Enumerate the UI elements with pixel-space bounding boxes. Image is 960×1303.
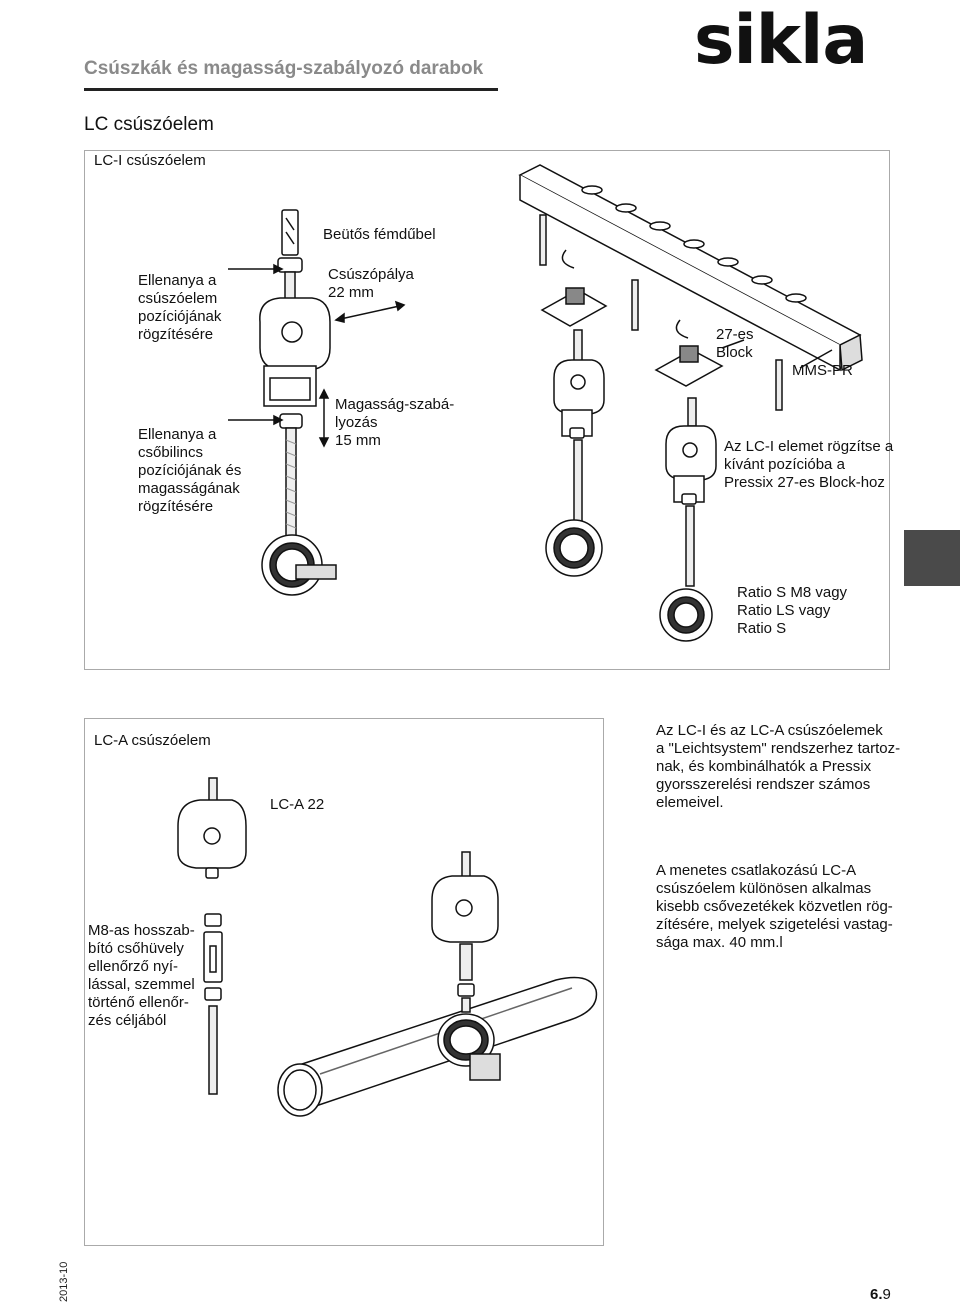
label-rail: MMS-PR xyxy=(792,362,853,379)
lci-box-title: LC-I csúszóelem xyxy=(94,152,206,169)
sikla-logo: sikla xyxy=(694,1,868,80)
label-ratio: Ratio S M8 vagy Ratio LS vagy Ratio S xyxy=(737,584,848,637)
section-title: LC csúszóelem xyxy=(84,114,214,135)
page-number-suffix: 9 xyxy=(882,1286,891,1303)
note-combinable: Az LC-I és az LC-A csúszóelemek a "Leichtsystem" rendszerhez tartoz- nak, és kombinálhatók a Pressix gyorsszerelési rendszer számos elemeivel. xyxy=(656,722,901,811)
label-locknut-slider: Ellenanya a csúszóelem pozíciójának rögzítésére xyxy=(138,272,222,343)
lca-box-title: LC-A csúszóelem xyxy=(94,732,211,749)
label-anchor: Beütős fémdűbel xyxy=(323,226,436,243)
label-track: Csúszópálya 22 mm xyxy=(328,266,414,301)
page-number-prefix: 6. xyxy=(870,1286,883,1303)
footer-date: 2013-10 xyxy=(58,1261,70,1302)
label-sleeve: M8-as hosszab- bító csőhüvely ellenőrző nyí- lással, szemmel történő ellenőr- zés céljából xyxy=(88,922,195,1029)
label-lca22: LC-A 22 xyxy=(270,796,325,813)
label-fix: Az LC-I elemet rögzítse a kívánt pozícióba a Pressix 27-es Block-hoz xyxy=(724,438,894,491)
page-header-title: Csúszkák és magasság-szabályozó darabok xyxy=(84,58,484,79)
label-height-adjust: Magasság-szabá- lyozás 15 mm xyxy=(335,396,455,449)
label-locknut-clamp: Ellenanya a csőbilincs pozíciójának és magasságának rögzítésére xyxy=(138,426,242,515)
label-block: 27-es Block xyxy=(716,326,754,361)
note-threaded-connection: A menetes csatlakozású LC-A csúszóelem különösen alkalmas kisebb csővezetékek közvetlen rög- zítésére, melyek szigetelési vastag- sága max. 40 mm.l xyxy=(656,862,893,951)
page-number xyxy=(870,1286,891,1303)
